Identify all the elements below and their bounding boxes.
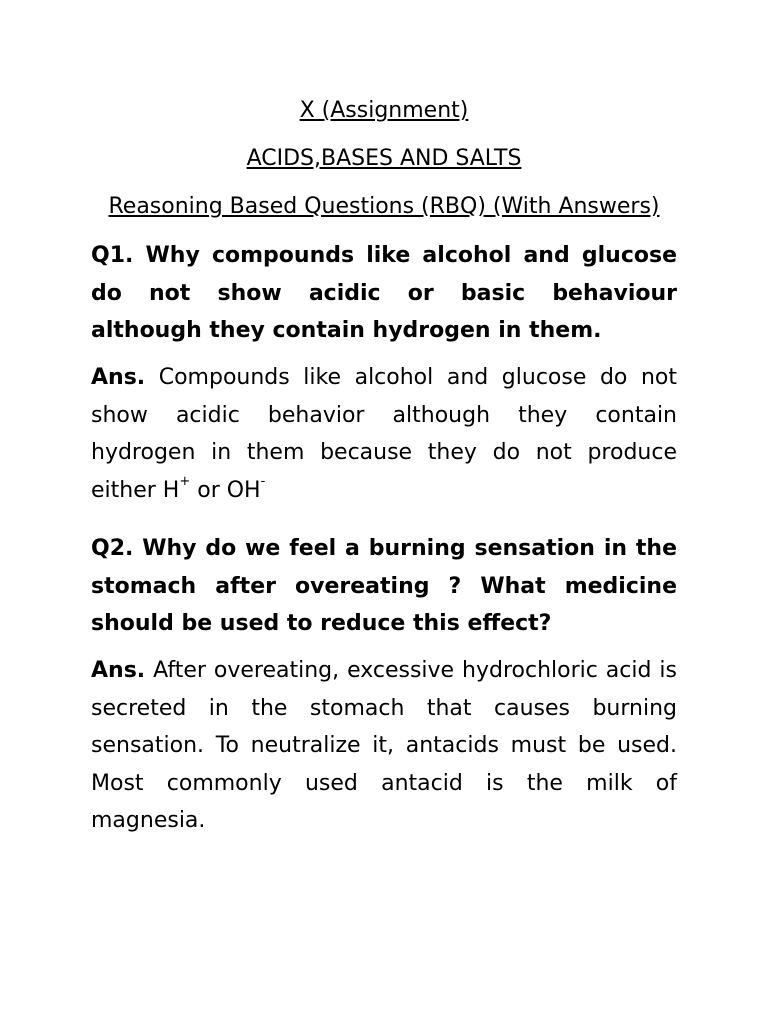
page-title: X (Assignment) <box>299 98 469 123</box>
superscript-minus: - <box>260 474 266 490</box>
answer-label: Ans. <box>91 658 146 683</box>
section-heading: Reasoning Based Questions (RBQ) (With Answers) <box>108 194 660 219</box>
question-2: Q2. Why do we feel a burning sensation in the stomach after overeating ? What medicine should be used to reduce this effect? <box>91 536 677 636</box>
answer-1 <box>91 359 677 509</box>
answer-1-text-mid: or OH <box>190 477 261 503</box>
answer-2-text: After overeating, excessive hydrochloric acid is secreted in the stomach that causes burning sensation. To neutralize it, antacids must be used. Most commonly used antacid is the milk of magnesia. <box>91 658 677 833</box>
chapter-title: ACIDS,BASES AND SALTS <box>246 146 522 171</box>
superscript-plus: + <box>179 474 191 490</box>
answer-1-text: Compounds like alcohol and glucose do not show acidic behavior although they contain hydrogen in them because they do not produce either H <box>91 365 677 503</box>
question-1: Q1. Why compounds like alcohol and glucose do not show acidic or basic behaviour although they contain hydrogen in them. <box>91 243 677 343</box>
answer-2 <box>91 652 677 840</box>
answer-label: Ans. <box>91 365 146 390</box>
